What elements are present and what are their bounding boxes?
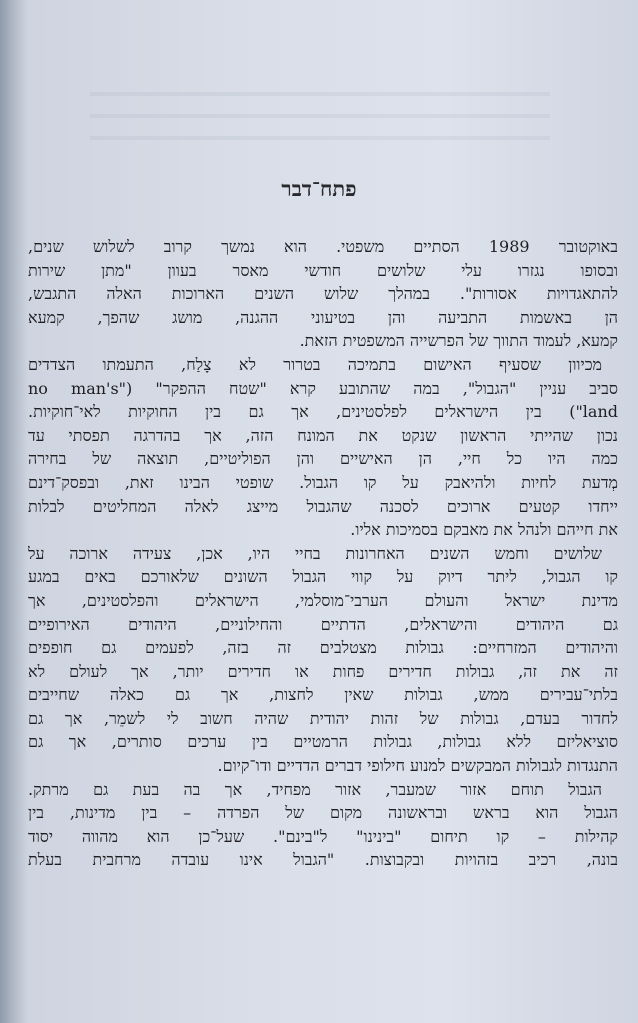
body-text [28,235,618,872]
text-line: גם היהודים והישראלים, הדתיים והחילוניים, היהודים האירופיים [28,614,618,634]
text-line: ובסופו נגזרו עלי שלושים חודשי מאסר בעוון "מתן שירות [28,260,618,280]
text-line: והיהודים המזרחיים: גבולות מצטלבים זה בזה, לפעמים גם חופפים [28,638,618,658]
text-line: כמה היו כל חיי, הן האישיים והן הפוליטיים, תוצאה של בחירה [28,449,618,469]
text-line: מדינת ישראל והעולם הערבי־מוסלמי, הישראלים והפלסטינים, אך [28,590,618,610]
show-through-text [90,92,550,152]
text-line: land") בין הישראלים לפלסטינים, אך גם בין החוקיות לאי־חוקיות. [28,402,618,422]
text-line: סוציאליזם ללא גבולות, גבולות הרמטיים בין ערכים סותרים, אך גם [28,732,618,752]
text-line: קמעא, לעמוד התווך של הפרשייה המשפטית הזאת. [299,331,618,351]
text-line: הגבול תוחם אזור שמעבר, אזור מפחיד, אך בה בעת גם מרתק. [28,779,602,799]
text-line: בלתי־עבירים ממש, גבולות שאין לחצות, אך גם כאלה שחייבים [28,685,618,705]
text-line: הגבול הוא בראש ובראשונה מקום של הפרדה – בין מדינות, בין [28,803,618,823]
book-spine-shadow [0,0,28,1023]
text-line: מְדעת לחיות ולהיאבק על קו הגבול. שופטי הבינו זאת, ובפסק־דינם [28,472,618,492]
chapter-title: פתח־דבר [281,176,357,201]
text-line: נכון שהייתי הראשון שנקט את המונח הזה, אך בהדרגה תפסתי עד [28,425,618,445]
text-line: ייחדו קטעים ארוכים לסכנה שהגבול מייצג לאלה המחליטים לבלות [28,496,618,516]
text-line: לחדור בעדם, גבולות של זהות יהודית שהיה חשוב לי לשמֵר, אך גם [28,708,618,728]
text-line: קהילות – קו תיחום "בינינו" ל"בינם". שעל־כן הוא מהווה יסוד [28,826,618,846]
text-line: להתאגדויות אסורות". במהלך שלוש השנים הארוכות האלה התגבש, [28,284,618,304]
text-line: מכיוון שסעיף האישום בתמיכה בטרור לא צָלַח, התעמתו הצדדים [28,354,602,374]
text-line: סביב עניין "הגבול", במה שהתובע קרא "שטח ההפקר" ("no man's [28,378,618,398]
text-line: באוקטובר 1989 הסתיים משפטי. הוא נמשך קרוב לשלוש שנים, [28,237,618,256]
text-line: התנגדות לגבולות המבקשים למנוע חילופי דברים הדדיים ודו־קיום. [217,756,618,776]
text-line: קו הגבול, ליתר דיוק על קווי הגבול השונים שלאורכם באים במגע [28,567,618,587]
text-line: בונה, רכיב בזהויות ובקבוצות. "הגבול אינו עובדה מרחבית בעלת [28,850,618,870]
text-line: הן באשמות התביעה והן בטיעוני ההגנה, מושג שהפך, קמעא [28,307,618,327]
text-line: זה את זה, גבולות חדירים פחות או חדירים יותר, אך לעולם לא [28,661,618,681]
text-line: את חייהם ולנהל את מאבקם בסמיכות אליו. [350,520,618,540]
text-line: שלושים וחמש השנים האחרונות בחיי היו, אכן, צעידה ארוכה על [28,543,602,563]
